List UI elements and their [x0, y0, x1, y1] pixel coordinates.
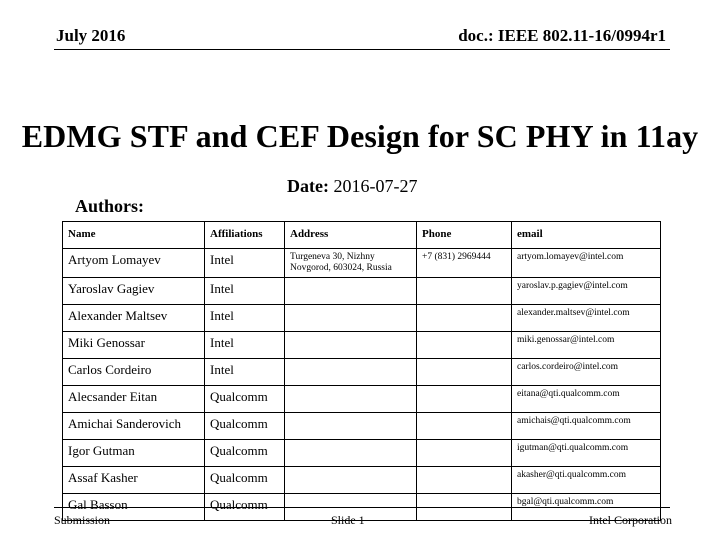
- table-row: [63, 331, 661, 358]
- author-email-cell: alexander.maltsev@intel.com: [512, 304, 661, 331]
- author-address-cell: [285, 277, 417, 304]
- author-address-cell: [285, 385, 417, 412]
- column-header-phone: Phone: [417, 222, 512, 249]
- author-phone-cell: [417, 277, 512, 304]
- column-header-email: email: [512, 222, 661, 249]
- author-email-cell: artyom.lomayev@intel.com: [512, 249, 661, 278]
- author-affiliation-cell: Intel: [205, 358, 285, 385]
- date-line: [287, 176, 417, 197]
- author-affiliation-cell: Qualcomm: [205, 412, 285, 439]
- author-address-cell: [285, 331, 417, 358]
- author-address-cell: [285, 439, 417, 466]
- date-value: 2016-07-27: [333, 176, 418, 196]
- author-name-cell: Amichai Sanderovich: [63, 412, 205, 439]
- author-name-cell: Gal Basson: [63, 493, 205, 520]
- author-affiliation-cell: Intel: [205, 277, 285, 304]
- author-phone-cell: [417, 439, 512, 466]
- header-divider: [54, 49, 670, 50]
- author-address-cell: [285, 304, 417, 331]
- table-row: [63, 249, 661, 278]
- authors-heading: Authors:: [75, 196, 145, 216]
- footer-divider: [54, 507, 670, 508]
- author-email-cell: eitana@qti.qualcomm.com: [512, 385, 661, 412]
- author-name-cell: Miki Genossar: [63, 331, 205, 358]
- table-row: [63, 412, 661, 439]
- slide-title: EDMG STF and CEF Design for SC PHY in 11ay: [21, 118, 699, 154]
- author-phone-cell: [417, 331, 512, 358]
- table-row: [63, 277, 661, 304]
- author-phone-cell: [417, 304, 512, 331]
- author-phone-cell: [417, 466, 512, 493]
- author-name-cell: Artyom Lomayev: [63, 249, 205, 278]
- author-phone-cell: +7 (831) 2969444: [417, 249, 512, 278]
- author-email-cell: carlos.cordeiro@intel.com: [512, 358, 661, 385]
- table-row: [63, 466, 661, 493]
- author-affiliation-cell: Qualcomm: [205, 493, 285, 520]
- author-email-cell: akasher@qti.qualcomm.com: [512, 466, 661, 493]
- author-phone-cell: [417, 358, 512, 385]
- column-header-name: Name: [63, 222, 205, 249]
- author-phone-cell: [417, 385, 512, 412]
- author-address-cell: [285, 358, 417, 385]
- header-doc-id: doc.: IEEE 802.11-16/0994r1: [458, 26, 666, 45]
- author-affiliation-cell: Qualcomm: [205, 385, 285, 412]
- table-row: [63, 304, 661, 331]
- footer-submission: Submission: [54, 513, 111, 527]
- author-address-cell: Turgeneva 30, Nizhny Novgorod, 603024, Russia: [285, 249, 417, 278]
- table-header-row: [63, 222, 661, 249]
- author-email-cell: bgal@qti.qualcomm.com: [512, 493, 661, 520]
- author-name-cell: Igor Gutman: [63, 439, 205, 466]
- column-header-address: Address: [285, 222, 417, 249]
- author-address-cell: [285, 466, 417, 493]
- author-affiliation-cell: Qualcomm: [205, 466, 285, 493]
- column-header-affiliations: Affiliations: [205, 222, 285, 249]
- table-row: [63, 385, 661, 412]
- author-affiliation-cell: Qualcomm: [205, 439, 285, 466]
- author-phone-cell: [417, 412, 512, 439]
- author-name-cell: Yaroslav Gagiev: [63, 277, 205, 304]
- author-affiliation-cell: Intel: [205, 249, 285, 278]
- footer-company: Intel Corporation: [589, 513, 672, 527]
- table-row: [63, 358, 661, 385]
- author-affiliation-cell: Intel: [205, 304, 285, 331]
- author-name-cell: Carlos Cordeiro: [63, 358, 205, 385]
- author-email-cell: igutman@qti.qualcomm.com: [512, 439, 661, 466]
- author-email-cell: miki.genossar@intel.com: [512, 331, 661, 358]
- author-email-cell: amichais@qti.qualcomm.com: [512, 412, 661, 439]
- author-email-cell: yaroslav.p.gagiev@intel.com: [512, 277, 661, 304]
- date-label: Date:: [287, 176, 329, 196]
- author-name-cell: Alecsander Eitan: [63, 385, 205, 412]
- table-row: [63, 439, 661, 466]
- header-date: July 2016: [56, 26, 126, 45]
- author-address-cell: [285, 412, 417, 439]
- author-name-cell: Alexander Maltsev: [63, 304, 205, 331]
- footer-slide-number: Slide 1: [331, 513, 365, 527]
- authors-table: [62, 221, 661, 521]
- author-name-cell: Assaf Kasher: [63, 466, 205, 493]
- author-affiliation-cell: Intel: [205, 331, 285, 358]
